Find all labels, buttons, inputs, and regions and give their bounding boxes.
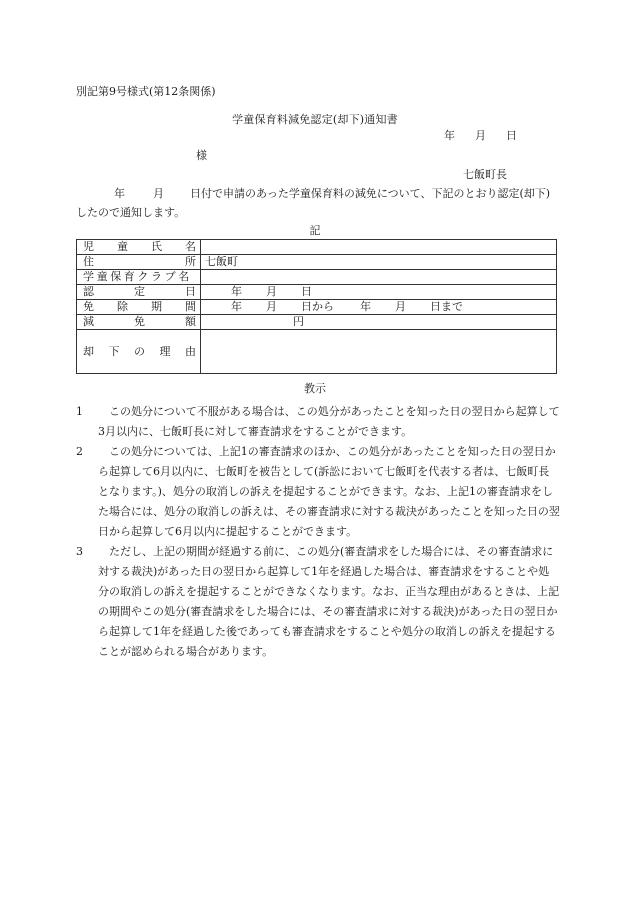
table-row: [77, 300, 557, 315]
issuer-name: 七飯町長: [463, 168, 507, 181]
club-name-label: 学童保育クラブ名: [77, 270, 201, 285]
instruction-heading: 教示: [304, 382, 326, 395]
cert-date-label: 認 定 日: [77, 285, 201, 300]
date-day: 日: [506, 129, 517, 142]
club-name-field[interactable]: [201, 270, 557, 285]
table-row: [77, 330, 557, 374]
amount-field[interactable]: 円: [201, 315, 557, 330]
list-item: 2 この処分については、上記1の審査請求のほか、この処分があったことを知った日の翌日から起算して6月以内に、七飯町を被告として(訴訟において七飯町を代表する者は、七飯町長となります。)、処分の取消しの訴えを提起することができます。なお、上記1の審査請求をした場合には、処分の取消しの訴えは、その審査請求に対する裁決があったことを知った日の翌日から起算して6月以内に提起することができます。: [76, 445, 560, 538]
table-row: [77, 240, 557, 255]
address-label: 住 所: [77, 255, 201, 270]
address-field[interactable]: 七飯町: [201, 255, 557, 270]
period-label: 免 除 期 間: [77, 300, 201, 315]
list-item: 3 ただし、上記の期間が経過する前に、この処分(審査請求をした場合には、その審査請求に対する裁決)があった日の翌日から起算して1年を経過した場合は、審査請求をすることや処分の取消しの訴えを提起することができなくなります。なお、正当な理由があるときは、上記の期間やこの処分(審査請求をした場合には、その審査請求に対する裁決)があった日の翌日から起算して1年を経過した後であっても審査請求をすることや処分の取消しの訴えを提起することが認められる場合があります。: [76, 545, 560, 658]
child-name-label: 児 童 氏 名: [77, 240, 201, 255]
table-row: [77, 270, 557, 285]
table-row: [77, 255, 557, 270]
intro-month: 月: [153, 187, 164, 200]
ki-heading: 記: [309, 224, 321, 237]
date-month: 月: [475, 129, 486, 142]
notice-table: [76, 239, 557, 374]
issue-date: [444, 129, 517, 143]
addressee-suffix: 様: [196, 149, 207, 162]
intro-year: 年: [114, 187, 125, 200]
document-title: 学童保育料減免認定(却下)通知書: [232, 113, 398, 126]
intro-paragraph: [76, 184, 560, 222]
instruction-list: [76, 402, 560, 662]
intro-text: 日付で申請のあった学童保育料の減免について、下記のとおり認定(却下)したので通知します。: [76, 187, 551, 219]
table-row: [77, 285, 557, 300]
list-item: 1 この処分について不服がある場合は、この処分があったことを知った日の翌日から起算して3月以内に、七飯町長に対して審査請求をすることができます。: [76, 405, 560, 438]
amount-label: 減 免 額: [77, 315, 201, 330]
table-row: [77, 315, 557, 330]
form-identifier: 別記第9号様式(第12条関係): [76, 85, 216, 98]
cert-date-field[interactable]: 年 月 日: [201, 285, 557, 300]
date-year: 年: [444, 129, 455, 142]
period-field[interactable]: 年 月 日から 年 月 日まで: [201, 300, 557, 315]
reject-reason-field[interactable]: [201, 330, 557, 374]
child-name-field[interactable]: [201, 240, 557, 255]
reject-reason-label: 却 下 の 理 由: [77, 330, 201, 374]
